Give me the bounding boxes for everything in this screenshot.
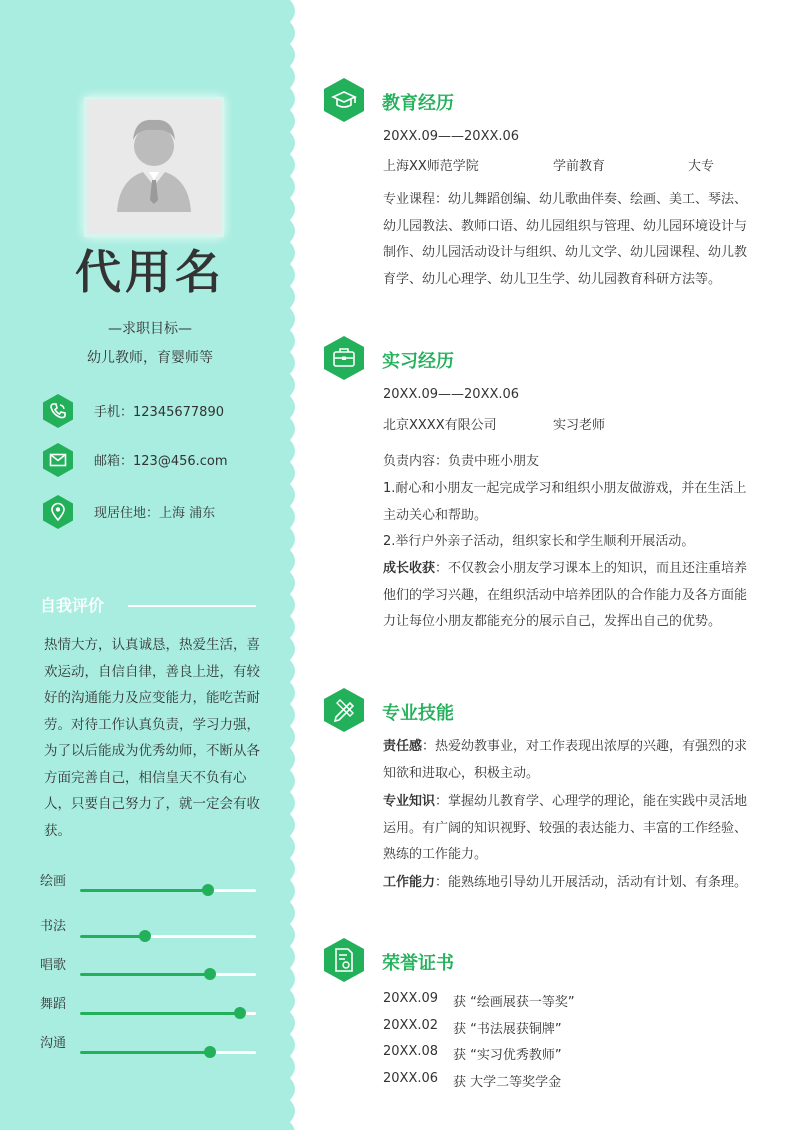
location-pin-icon [40,494,76,530]
internship-company: 北京XXXX有限公司 [383,418,497,433]
honor-text: 获 “绘画展获一等奖” [453,995,575,1010]
gain-text: ：不仅教会小朋友学习课本上的知识，而且还注重培养他们的学习兴趣，在组织活动中培养团队的合作能力及各方面能力让每位小朋友都能充分的展示自己，发挥出自己的优势。 [383,561,748,630]
self-eval-title: 自我评价 [40,596,105,615]
applicant-name: 代用名 [75,245,225,299]
skill-fill [80,889,208,892]
honor-date: 20XX.09 [383,991,439,1006]
skill-bar [80,973,256,976]
honor-date: 20XX.06 [383,1071,439,1086]
gain-label: 成长收获 [383,561,436,576]
briefcase-icon [322,335,366,381]
internship-gain [383,556,749,636]
internship-item-2: 2.举行户外亲子活动，组织家长和学生顺利开展活动。 [383,534,695,549]
wavy-edge [286,0,300,1130]
knowledge-label: 专业知识 [383,794,436,809]
honor-date: 20XX.02 [383,1018,439,1033]
contact-phone [40,393,280,429]
skill-label: 绘画 [40,874,67,889]
pro-skill-work [383,870,749,897]
skill-bar [80,1012,256,1015]
work-label: 工作能力 [383,875,436,890]
internship-period: 20XX.09——20XX.06 [383,387,520,402]
honor-text: 获 大学二等奖学金 [453,1075,562,1090]
honors-heading [322,937,762,983]
skill-bar [80,1051,256,1054]
internship-title: 实习经历 [382,351,454,372]
skill-bar [80,935,256,938]
skill-bar [80,889,256,892]
education-courses: 专业课程：幼儿舞蹈创编、幼儿歌曲伴奏、绘画、美工、琴法、幼儿园教法、教师口语、幼儿园组织与管理、幼儿园环境设计与制作、幼儿园活动设计与组织、幼儿文学、幼儿园课程、幼儿教育学、幼儿心理学、幼儿卫生学、幼儿园教育科研方法等。 [383,192,748,287]
certificate-icon [322,937,366,983]
honor-text: 获 “实习优秀教师” [453,1048,562,1063]
honors-title: 荣誉证书 [382,953,454,974]
pro-skills-title: 专业技能 [382,703,454,724]
job-target-text: 幼儿教师，育婴师等 [87,350,213,366]
education-major: 学前教育 [553,159,606,174]
education-period: 20XX.09——20XX.06 [383,129,520,144]
skill-fill [80,1051,210,1054]
self-eval-divider [128,605,256,607]
skill-dot [139,930,151,942]
self-eval-text: 热情大方，认真诚恳，热爱生活，喜欢运动，自信自律，善良上进，有较好的沟通能力及应变能力，能吃苦耐劳。对待工作认真负责，学习力强，为了以后能成为优秀幼师，不断从各方面完善自己，相信皇天不负有心人，只要自己努力了，就一定会有收获。 [44,637,260,839]
education-school: 上海XX师范学院 [383,159,479,174]
education-title: 教育经历 [382,93,454,114]
internship-item-1: 1.耐心和小朋友一起完成学习和组织小朋友做游戏，并在生活上主动关心和帮助。 [383,481,747,523]
internship-duty: 负责内容：负责中班小朋友 [383,454,540,469]
internship-position: 实习老师 [553,418,606,433]
skill-label: 舞蹈 [40,997,67,1012]
skill-fill [80,935,145,938]
education-heading [322,77,762,123]
knowledge-text: ：掌握幼儿教育学、心理学的理论，能在实践中灵活地运用。有广阔的知识视野、较强的表达能力、丰富的工作经验、熟练的工作能力。 [383,794,748,863]
email-text: 邮箱：123@456.com [94,454,228,469]
skill-label: 书法 [40,919,67,934]
phone-text: 手机：12345677890 [94,405,224,420]
responsibility-label: 责任感 [383,739,423,754]
pro-skills-heading [322,687,762,733]
contact-address [40,494,280,530]
work-text: ：能熟练地引导幼儿开展活动，活动有计划、有条理。 [435,875,748,890]
phone-icon [40,393,76,429]
pencil-ruler-icon [322,687,366,733]
pro-skill-knowledge [383,789,749,869]
skill-fill [80,1012,240,1015]
skill-label: 沟通 [40,1036,67,1051]
envelope-icon [40,442,76,478]
graduation-cap-icon [322,77,366,123]
skill-label: 唱歌 [40,958,67,973]
honor-date: 20XX.08 [383,1044,439,1059]
address-text: 现居住地：上海 浦东 [94,506,216,521]
job-target-heading: —求职目标— [108,321,192,337]
honor-text: 获 “书法展获铜牌” [453,1022,562,1037]
avatar [84,97,224,237]
contact-email [40,442,280,478]
pro-skill-responsibility [383,734,749,787]
education-degree: 大专 [688,159,715,174]
person-placeholder-icon [87,100,221,234]
skill-fill [80,973,210,976]
responsibility-text: ：热爱幼教事业，对工作表现出浓厚的兴趣，有强烈的求知欲和进取心，积极主动。 [383,739,748,781]
internship-heading [322,335,762,381]
